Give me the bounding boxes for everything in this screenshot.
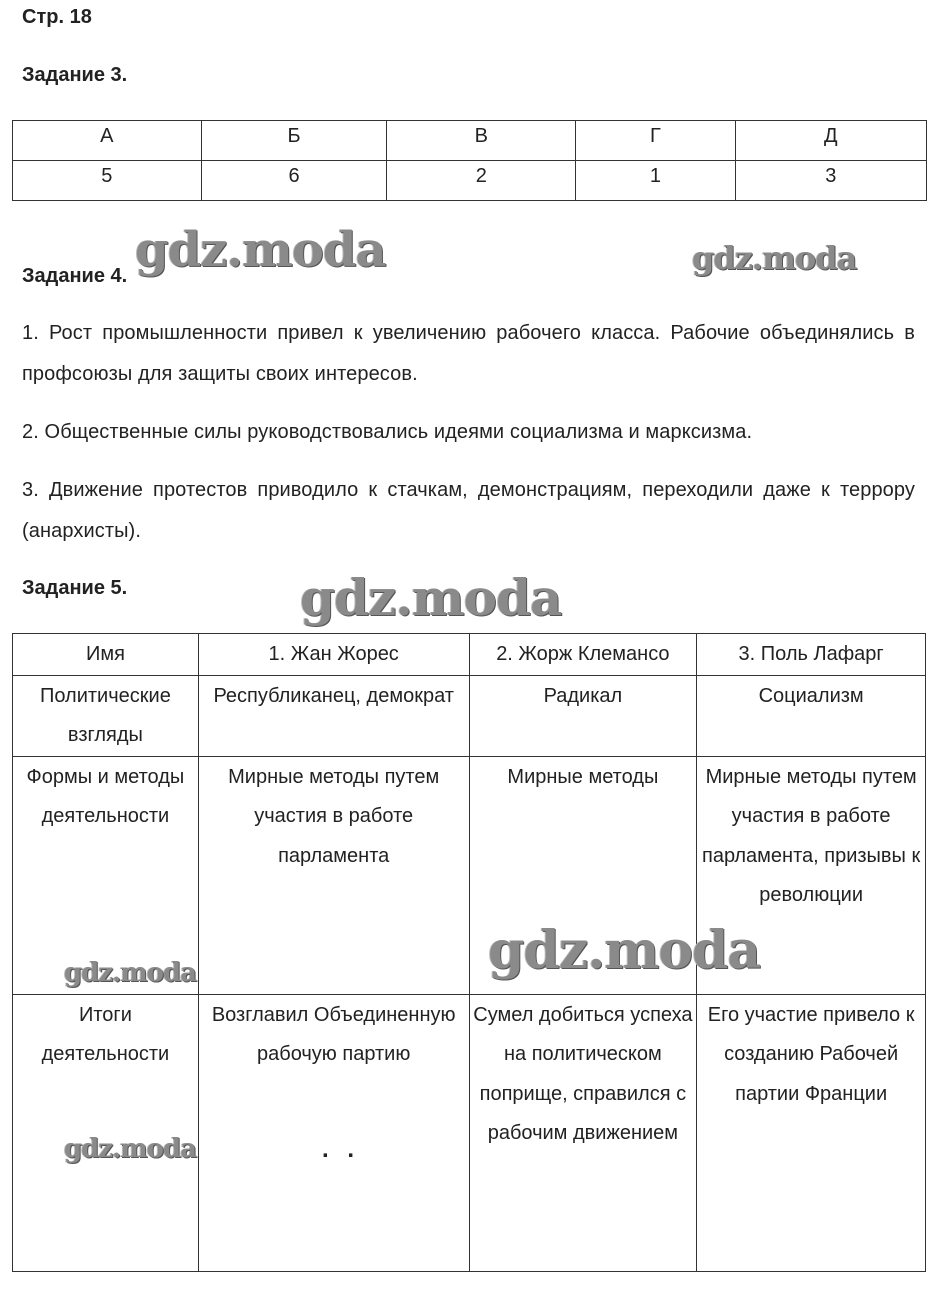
task5-row-views [13,675,926,756]
page-title: Стр. 18 [22,6,92,28]
task5-header-cell: Имя [13,634,199,676]
task5-cell: Его участие привело к созданию Рабочей партии Франции [697,994,926,1271]
task3-letter-cell: Б [201,121,387,161]
task5-header-row [13,634,926,676]
task3-answer-cell: 5 [13,161,202,201]
task5-row-results [13,994,926,1271]
task5-header-cell: 3. Поль Лафарг [697,634,926,676]
task3-answer-cell: 3 [735,161,926,201]
task5-cell: Республиканец, демократ [198,675,469,756]
task3-answer-cell: 2 [387,161,576,201]
task5-row-label: Формы и методы деятельности [13,756,199,994]
task3-letter-cell: Д [735,121,926,161]
task3-letter-cell: А [13,121,202,161]
task3-answers-row [13,161,927,201]
task5-row-label: Политические взгляды [13,675,199,756]
watermark-logo: gdz.moda [135,222,386,278]
task5-cell: Мирные методы [469,756,697,994]
watermark-logo: gdz.moda [64,958,197,988]
task4-item-2: 2. Общественные силы руководствовались идеями социализма и марксизма. [22,421,753,443]
watermark-logo: gdz.moda [64,1134,197,1164]
watermark-logo: gdz.moda [692,239,857,277]
task3-table [12,120,927,201]
task4-item-3: 3. Движение протестов приводило к стачкам, демонстрациям, переходили даже к террору (анархисты). [22,479,915,542]
task3-heading: Задание 3. [22,64,128,86]
task5-heading: Задание 5. [22,577,128,599]
task3-letter-cell: Г [576,121,735,161]
task5-cell: Мирные методы путем участия в работе парламента, призывы к революции [697,756,926,994]
task5-cell: Социализм [697,675,926,756]
task5-header-cell: 1. Жан Жорес [198,634,469,676]
task3-letter-cell: В [387,121,576,161]
task5-cell: Сумел добиться успеха на политическом поприще, справился с рабочим движением [469,994,697,1271]
task5-cell: Возглавил Объединенную рабочую партию [198,994,469,1271]
task5-table [12,633,926,1272]
stray-marks: . . [322,1136,361,1163]
task5-cell: Мирные методы путем участия в работе парламента [198,756,469,994]
task3-answer-cell: 1 [576,161,735,201]
task5-cell: Радикал [469,675,697,756]
task3-answer-cell: 6 [201,161,387,201]
watermark-logo: gdz.moda [300,568,562,627]
task5-header-cell: 2. Жорж Клемансо [469,634,697,676]
task3-letters-row [13,121,927,161]
task4-item-1: 1. Рост промышленности привел к увеличению рабочего класса. Рабочие объединялись в профсоюзы для защиты своих интересов. [22,322,915,385]
watermark-logo: gdz.moda [488,920,761,981]
task4-heading: Задание 4. [22,265,128,287]
task5-row-label: Итоги деятельности [13,994,199,1271]
